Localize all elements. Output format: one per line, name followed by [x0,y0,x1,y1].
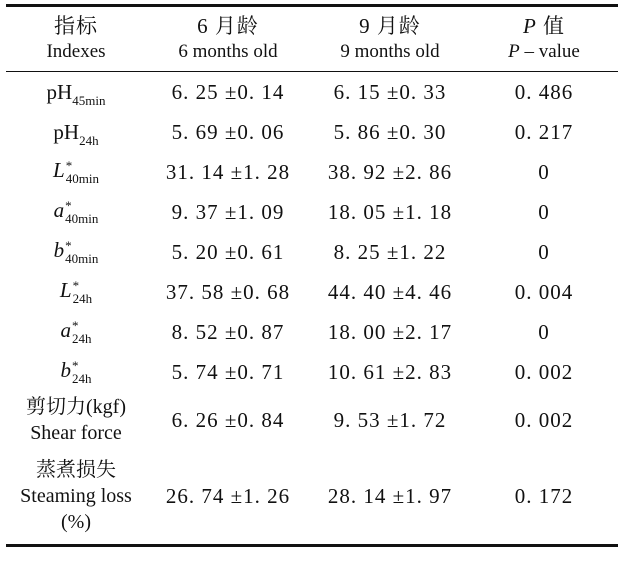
table-row [6,72,618,112]
header-9-months-en: 9 months old [340,41,440,62]
bottom-rule [6,544,618,547]
value-9-months: 44. 40 ±4. 46 [327,279,453,304]
index-sub: 24h [79,132,99,148]
table-row [6,192,618,232]
index-sub: 24h [72,330,92,346]
header-p-value [470,7,618,71]
table-row [6,232,618,272]
value-p: 0 [538,319,550,344]
value-p: 0 [538,239,550,264]
row-index [6,192,146,232]
value-p: 0. 486 [514,79,574,104]
value-p: 0. 004 [514,279,574,304]
index-sup: * [65,237,72,253]
value-p: 0 [538,159,550,184]
value-6-months: 8. 52 ±0. 87 [171,319,285,344]
table-row [6,272,618,312]
value-6-months: 26. 74 ±1. 26 [165,483,291,508]
header-p-en-text: – value [519,41,580,62]
header-9-months-zh: 9 月龄 [359,14,421,38]
header-indexes [6,7,146,71]
header-p-value-en [470,39,618,65]
value-9-months: 38. 92 ±2. 86 [327,159,453,184]
steaming-label-en: Steaming loss [20,485,132,507]
index-base: a [53,198,65,223]
header-p-symbol-en: P [508,41,520,62]
header-indexes-en: Indexes [46,41,106,62]
value-p: 0. 002 [514,359,574,384]
row-index [6,352,146,392]
shear-label-en: Shear force [30,422,122,444]
index-supsub [65,237,99,266]
index-supsub [72,277,93,306]
value-6-months: 5. 20 ±0. 61 [171,239,285,264]
value-6-months: 9. 37 ±1. 09 [171,199,285,224]
value-9-months: 18. 05 ±1. 18 [327,199,453,224]
index-sub: 24h [72,370,92,386]
value-p: 0. 172 [514,483,574,508]
header-p-zh-text: 值 [536,14,566,38]
value-9-months: 28. 14 ±1. 97 [327,483,453,508]
steaming-label-unit: (%) [61,511,91,533]
value-6-months: 6. 26 ±0. 84 [171,407,285,432]
index-supsub [72,317,92,346]
value-p: 0. 002 [514,407,574,432]
header-p-value-zh [470,13,618,39]
data-table [6,4,618,547]
row-index [6,272,146,312]
index-sub: 24h [72,290,93,306]
row-index-steaming-loss [6,448,146,544]
table-row-steaming-loss [6,448,618,544]
index-base: b [60,358,71,383]
row-index [6,112,146,152]
row-index [6,72,146,112]
value-6-months: 31. 14 ±1. 28 [165,159,291,184]
value-p: 0 [538,199,550,224]
header-p-symbol: P [522,14,537,38]
shear-label-zh: 剪切力(kgf) [26,396,126,418]
value-9-months: 10. 61 ±2. 83 [327,359,453,384]
row-index [6,312,146,352]
value-p: 0. 217 [514,119,574,144]
value-6-months: 5. 69 ±0. 06 [171,119,285,144]
index-sub: 40min [65,250,99,266]
index-base: b [53,238,65,263]
value-6-months: 6. 25 ±0. 14 [171,79,285,104]
row-index [6,232,146,272]
value-9-months: 8. 25 ±1. 22 [333,239,447,264]
value-9-months: 18. 00 ±2. 17 [327,319,453,344]
table-row [6,352,618,392]
row-index-shear-force [6,392,146,448]
value-9-months: 6. 15 ±0. 33 [333,79,447,104]
index-base: L [53,158,65,183]
index-base: L [59,278,72,303]
header-row [6,7,618,71]
value-6-months: 5. 74 ±0. 71 [171,359,285,384]
table-row [6,152,618,192]
index-supsub [65,197,99,226]
index-base: pH [53,119,80,144]
index-base: a [60,318,71,343]
index-sup: * [65,197,72,213]
table-row-shear-force [6,392,618,448]
index-sup: * [65,157,73,173]
header-6-months [146,7,310,71]
index-sub: 40min [65,170,99,186]
value-9-months: 9. 53 ±1. 72 [333,407,447,432]
index-supsub [72,357,92,386]
value-9-months: 5. 86 ±0. 30 [333,119,447,144]
row-index [6,152,146,192]
table-row [6,112,618,152]
header-6-months-en: 6 months old [178,41,278,62]
index-sub: 45min [72,92,106,108]
index-sup: * [72,317,79,333]
header-6-months-zh: 6 月龄 [197,14,259,38]
header-9-months [310,7,470,71]
value-6-months: 37. 58 ±0. 68 [165,279,291,304]
index-sup: * [72,357,79,373]
steaming-label-zh: 蒸煮损失 [36,459,116,481]
index-supsub [65,157,99,186]
table-row [6,312,618,352]
index-base: pH [46,79,73,104]
index-sub: 40min [65,210,99,226]
header-indexes-zh: 指标 [54,14,98,38]
index-sup: * [72,277,80,293]
